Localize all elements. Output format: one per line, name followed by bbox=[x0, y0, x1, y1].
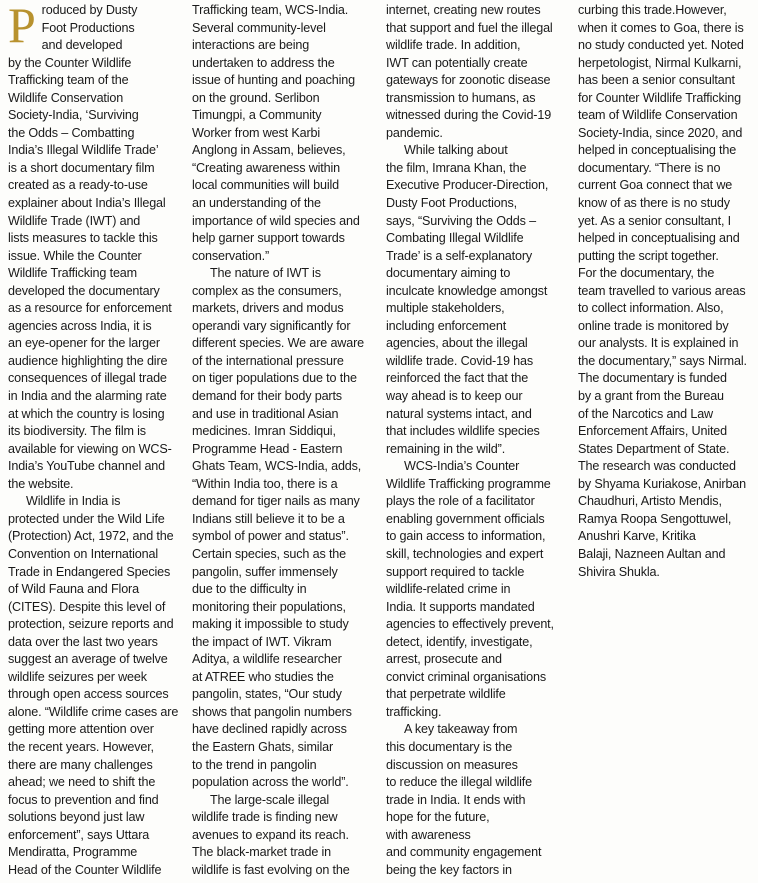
drop-cap: P bbox=[8, 2, 36, 53]
article-column-4 bbox=[578, 2, 750, 880]
article-paragraph: curbing this trade.However, when it comes to Goa, there is no study conducted yet. Noted herpetologist, Nirmal Kulkarni, has been a senior consultant for Counter Wildlife Trafficking team of Wildlife Conservation Society-India, since 2020, and helped in conceptualising the documentary. “There is no current Goa connect that we know of as there is no study yet. As a senior consultant, I helped in conceptualising and putting the script together. For the documentary, the team travelled to various areas to collect information. Also, online trade is monitored by our analysts. It is explained in the documentary,” says Nirmal. bbox=[578, 3, 747, 368]
article-column-3 bbox=[386, 2, 570, 880]
article-paragraph: The documentary is funded by a grant from the Bureau of the Narcotics and Law Enforcement Affairs, United States Department of State. The research was conducted by Shyama Kuriakose, Anirban Chaudhuri, Artisto Mendis, Ramya Roopa Sengottuwel, Anushri Karve, Kritika Balaji, Nazneen Aultan and Shivira Shukla. bbox=[578, 371, 747, 579]
article-column-1 bbox=[8, 2, 184, 880]
article-column-2 bbox=[192, 2, 370, 880]
article-paragraph: Wildlife in India is protected under the Wild Life (Protection) Act, 1972, and the Convention on International Trade in Endangered Species of Wild Fauna and Flora (CITES). Despite this level of protection, seizure reports and data over the last two years suggest an average of twelve wildlife seizures per week through open access sources alone. “Wildlife crime cases are getting more attention over the recent years. However, there are many challenges ahead; we need to shift the focus to prevention and find solutions beyond just law enforcement”, says Uttara Mendiratta, Programme Head of the Counter Wildlife bbox=[8, 494, 179, 877]
article-paragraph: The nature of IWT is complex as the consumers, markets, drivers and modus operandi vary significantly for different species. We are aware of the international pressure on tiger populations due to the demand for their body parts and use in traditional Asian medicines. Imran Siddiqui, Programme Head - Eastern Ghats Team, WCS-India, adds, “Within India too, there is a demand for tiger nails as many Indians still believe it to be a symbol of power and status”. Certain species, such as the pangolin, suffer immensely due to the difficulty in monitoring their populations, making it impossible to study the impact of IWT. Vikram Aditya, a wildlife researcher at ATREE who studies the pangolin, states, “Our study shows that pangolin numbers have declined rapidly across the Eastern Ghats, similar to the trend in pangolin population across the world”. bbox=[192, 266, 364, 790]
article-paragraph: While talking about the film, Imrana Khan, the Executive Producer-Direction, Dusty Foot Productions, says, “Surviving the Odds – Combating Illegal Wildlife Trade’ is a self-explanatory documentary aiming to inculcate knowledge amongst multiple stakeholders, including enforcement agencies, about the illegal wildlife trade. Covid-19 has reinforced the fact that the way ahead is to keep our natural systems intact, and that includes wildlife species remaining in the wild”. bbox=[386, 143, 549, 456]
article-paragraph: A key takeaway from this documentary is the discussion on measures to reduce the illegal wildlife trade in India. It ends with hope for the future, with awareness and community engagement being the key factors in bbox=[386, 722, 542, 877]
article-paragraph: The large-scale illegal wildlife trade is finding new avenues to expand its reach. The black-market trade in wildlife is fast evolving on the bbox=[192, 792, 350, 877]
article-paragraph: Produced by Dusty Foot Productions and developed by the Counter Wildlife Trafficking team of the Wildlife Conservation Society-India, ‘Surviving the Odds – Combatting India’s Illegal Wildlife Trade’ is a short documentary film created as a ready-to-use explainer about India’s Illegal Wildlife Trade (IWT) and lists measures to tackle this issue. While the Counter Wildlife Trafficking team developed the documentary as a resource for enforcement agencies across India, it is an eye-opener for the larger audience highlighting the dire consequences of illegal trade in India and the alarming rate at which the country is losing its biodiversity. The film is available for viewing on WCS- India’s YouTube channel and the website. bbox=[8, 2, 172, 491]
article-paragraph: Trafficking team, WCS-India. Several community-level interactions are being undertaken to address the issue of hunting and poaching on the ground. Serlibon Timungpi, a Community Worker from west Karbi Anglong in Assam, believes, “Creating awareness within local communities will build an understanding of the importance of wild species and help garner support towards conservation.” bbox=[192, 3, 360, 263]
article-paragraph: WCS-India’s Counter Wildlife Trafficking programme plays the role of a facilitator enabling government officials to gain access to information, skill, technologies and expert support required to tackle wildlife-related crime in India. It supports mandated agencies to effectively prevent, detect, identify, investigate, arrest, prosecute and convict criminal organisations that perpetrate wildlife trafficking. bbox=[386, 459, 554, 719]
article-paragraph: internet, creating new routes that support and fuel the illegal wildlife trade. In addition, IWT can potentially create gateways for zoonotic disease transmission to humans, as witnessed during the Covid-19 pandemic. bbox=[386, 3, 553, 140]
